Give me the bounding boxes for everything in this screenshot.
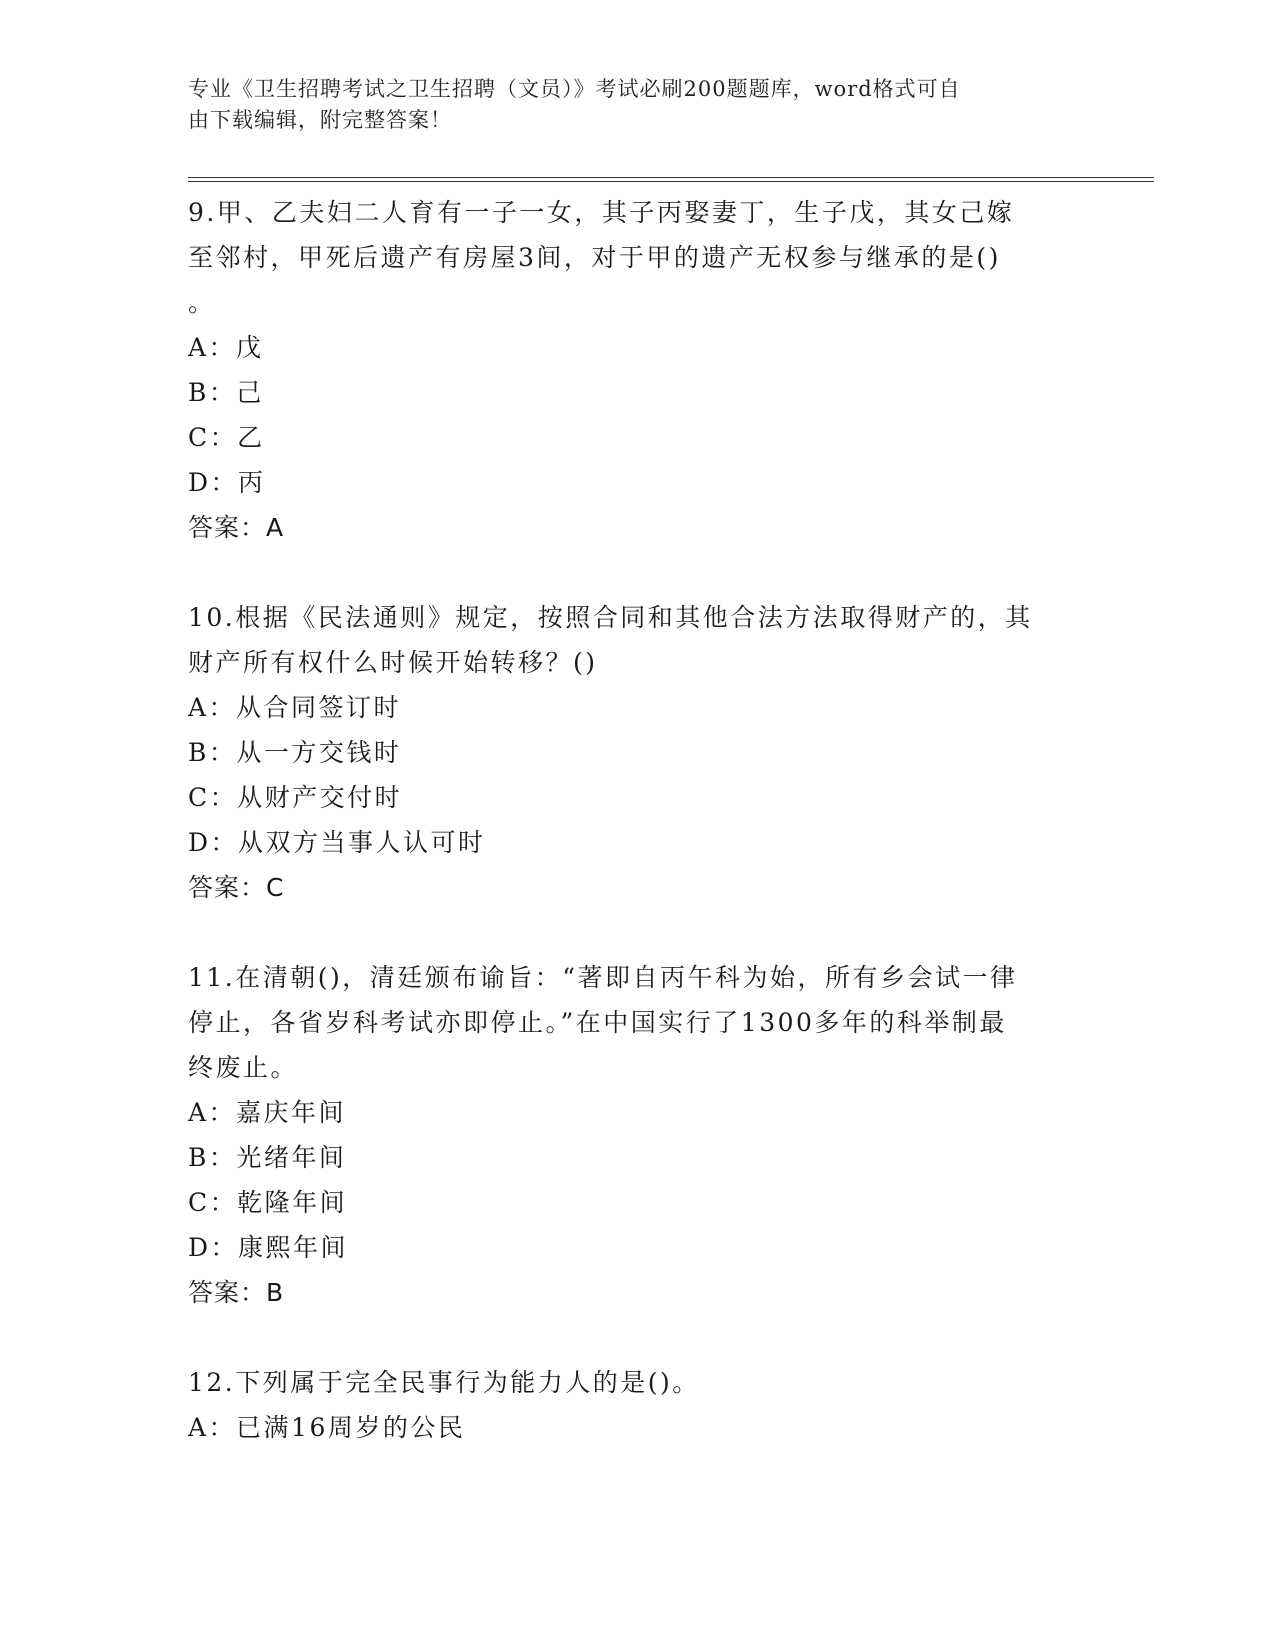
question-stem-line: 12.下列属于完全民事行为能力人的是()。 [188, 1368, 700, 1397]
option-b: B：己 [188, 378, 264, 407]
question-stem-line: 终废止。 [188, 1053, 299, 1082]
header-line-1: 专业《卫生招聘考试之卫生招聘（文员）》考试必刷200题题库，word格式可自 [188, 77, 961, 101]
option-d: D：康熙年间 [188, 1233, 349, 1262]
option-a: A：已满16周岁的公民 [188, 1413, 466, 1442]
question-gap [188, 550, 1088, 595]
question-12 [188, 1360, 1088, 1450]
header-line-2: 由下载编辑，附完整答案！ [188, 108, 452, 132]
question-stem-line: 10.根据《民法通则》规定，按照合同和其他合法方法取得财产的，其 [188, 603, 1033, 632]
option-c: C：乾隆年间 [188, 1188, 348, 1217]
header-rule-bottom [188, 181, 1154, 182]
question-gap [188, 910, 1088, 955]
question-stem-line: 停止，各省岁科考试亦即停止。”在中国实行了1300多年的科举制最 [188, 1008, 1007, 1037]
option-b: B：从一方交钱时 [188, 738, 402, 767]
option-a: A：从合同签订时 [188, 693, 402, 722]
answer: 答案：A [188, 513, 285, 542]
option-c: C：乙 [188, 423, 265, 452]
question-stem-line: 9.甲、乙夫妇二人育有一子一女，其子丙娶妻丁，生子戊，其女己嫁 [188, 198, 1015, 227]
question-stem-line: 至邻村，甲死后遗产有房屋3间，对于甲的遗产无权参与继承的是() [188, 243, 1001, 272]
question-gap [188, 1315, 1088, 1360]
option-a: A：嘉庆年间 [188, 1098, 347, 1127]
option-a: A：戊 [188, 333, 264, 362]
option-d: D：丙 [188, 468, 266, 497]
question-stem-line: 。 [188, 288, 216, 317]
question-9 [188, 190, 1088, 550]
question-stem-line: 财产所有权什么时候开始转移？() [188, 648, 598, 677]
document-header [188, 74, 1068, 136]
question-stem-line: 11.在清朝()，清廷颁布谕旨：“著即自丙午科为始，所有乡会试一律 [188, 963, 1018, 992]
question-11 [188, 955, 1088, 1315]
question-10 [188, 595, 1088, 910]
option-d: D：从双方当事人认可时 [188, 828, 486, 857]
answer: 答案：C [188, 873, 285, 902]
answer: 答案：B [188, 1278, 285, 1307]
question-list [188, 190, 1088, 1450]
option-b: B：光绪年间 [188, 1143, 347, 1172]
header-rule-top [188, 177, 1154, 178]
option-c: C：从财产交付时 [188, 783, 403, 812]
